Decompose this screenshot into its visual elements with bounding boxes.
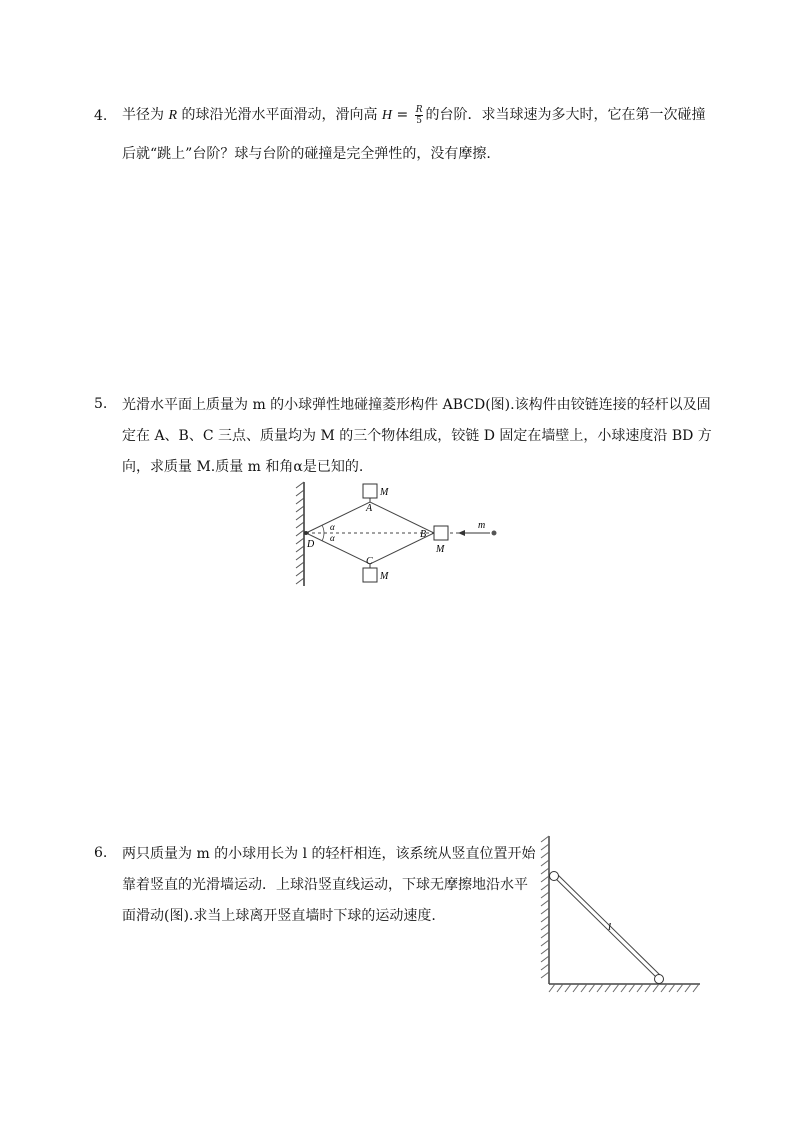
fraction-denominator: 5 (416, 115, 422, 126)
variable-h: H (381, 108, 393, 123)
angle-arc-upper (322, 525, 324, 533)
mass-c-box (363, 568, 377, 582)
label-d: D (307, 539, 315, 550)
question-6-line-2: 靠着竖直的光滑墙运动．上球沿竖直线运动，下球无摩擦地沿水平 (122, 877, 528, 893)
text: 半径为 (122, 107, 169, 123)
hinge-d (304, 531, 308, 535)
label-alpha-upper: α (330, 522, 335, 532)
label-l: l (608, 921, 612, 933)
floor-hatching (549, 984, 699, 992)
fraction (415, 105, 424, 126)
question-4-line-2: 后就“跳上”台阶？球与台阶的碰撞是完全弹性的，没有摩擦. (122, 146, 491, 162)
equals-sign: = (392, 107, 413, 123)
question-number: 5. (94, 396, 108, 412)
lower-ball (655, 975, 664, 984)
question-4-line-1 (122, 104, 705, 126)
question-6-line-3: 面滑动(图).求当上球离开竖直墙时下球的运动速度. (122, 908, 436, 924)
question-number: 6. (94, 845, 108, 861)
text: 的台阶．求当球速为多大时，它在第一次碰撞 (425, 107, 706, 123)
wall-hatching (541, 836, 549, 978)
mass-b-box (434, 526, 448, 540)
text: 的球沿光滑水平面滑动，滑向高 (177, 107, 382, 123)
label-m-ball: m (478, 520, 486, 531)
label-alpha-lower: α (330, 533, 335, 543)
label-b: B (420, 529, 427, 540)
label-c: C (366, 556, 373, 567)
wall-hatching (296, 482, 304, 584)
question-5-line-1: 光滑水平面上质量为 m 的小球弹性地碰撞菱形构件 ABCD(图).该构件由铰链连接的轻杆以及固 (122, 397, 711, 413)
rod-wall-figure (536, 834, 704, 996)
arrow-head (458, 530, 465, 536)
label-m-c: M (380, 571, 389, 582)
question-number: 4. (94, 108, 108, 124)
rod-edge-1 (551, 874, 658, 979)
upper-ball (550, 872, 559, 881)
angle-arc-lower (322, 533, 324, 541)
variable-r: R (168, 108, 178, 123)
question-6-line-1: 两只质量为 m 的小球用长为 l 的轻杆相连，该系统从竖直位置开始 (122, 846, 536, 862)
label-m-a: M (380, 487, 389, 498)
fraction-numerator: R (415, 104, 423, 115)
label-m-b: M (436, 544, 445, 555)
question-5-line-3: 向，求质量 M.质量 m 和角α是已知的. (122, 459, 364, 475)
question-5-line-2: 定在 A、B、C 三点、质量均为 M 的三个物体组成，铰链 D 固定在墙壁上，小球速度沿 BD 方 (122, 428, 712, 444)
mass-a-box (363, 484, 377, 498)
ball-m (492, 531, 497, 536)
rhombus-figure (290, 478, 510, 590)
label-a: A (366, 503, 373, 514)
